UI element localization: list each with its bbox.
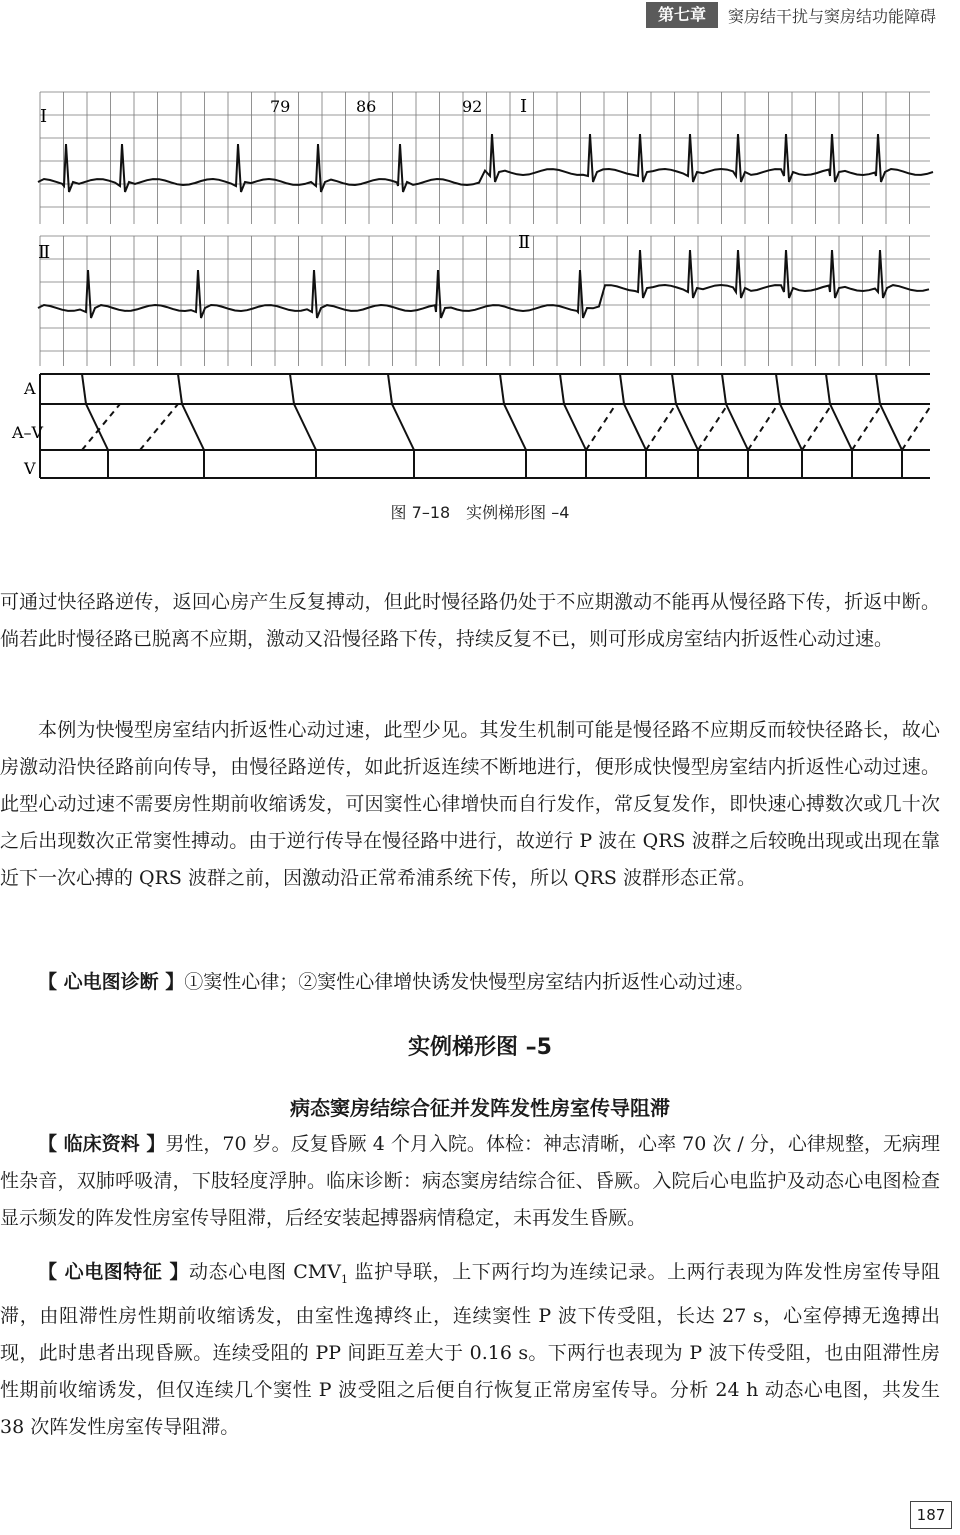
paragraph: 可通过快径路逆传，返回心房产生反复搏动，但此时慢径路仍处于不应期激动不能再从慢径路下传，折返中断。倘若此时慢径路已脱离不应期，激动又沿慢径路下传，持续反复不已，则可形成房室结内折返性心动过速。 [0, 591, 940, 650]
paragraph [0, 1254, 940, 1446]
section-title: 实例梯形图 –5 [408, 1035, 552, 1060]
subscript: 1 [340, 1272, 348, 1286]
section-label: 【 心电图诊断 】 [38, 971, 185, 993]
chapter-title: 窦房结干扰与窦房结功能障碍 [727, 6, 936, 26]
diagnosis-text: ①窦性心律；②窦性心律增快诱发快慢型房室结内折返性心动过速。 [184, 971, 755, 993]
figure-caption: 图 7–18 实例梯形图 –4 [390, 503, 570, 522]
ecg-grid-lead-1 [40, 92, 930, 224]
ladder-diagram [11, 374, 932, 478]
ecg-trace-lead-1 [38, 134, 933, 192]
lead-label: Ⅰ [40, 106, 48, 127]
lead-label: Ⅱ [518, 232, 531, 253]
lead-label: Ⅰ [520, 96, 528, 117]
ecg-trace-lead-2 [38, 250, 929, 318]
paragraph: 本例为快慢型房室结内折返性心动过速，此型少见。其发生机制可能是慢径路不应期反而较快径路长，故心房激动沿快径路前向传导，由慢径路逆传，如此折返连续不断地进行，便形成快慢型房室结内折返性心动过速。此型心动过速不需要房性期前收缩诱发，可因窦性心律增快而自行发作，常反复发作，即快速心搏数次或几十次之后出现数次正常窦性搏动。由于逆行传导在慢径路中进行，故逆行 P 波在 QRS 波群之后较晚出现或出现在靠近下一次心搏的 QRS 波群之前，因激动沿正常希浦系统下传，所以 QRS 波群形态正常。 [0, 719, 940, 889]
ladder-label-a: A [24, 379, 36, 398]
section-label: 【 临床资料 】 [38, 1133, 166, 1155]
paragraph [0, 1126, 940, 1237]
section-subtitle: 病态窦房结综合征并发阵发性房室传导阻滞 [290, 1096, 670, 1120]
ecg-features-text: 动态心电图 CMV [189, 1261, 341, 1283]
ecg-ladder-figure [0, 86, 960, 486]
rate-label: 86 [356, 97, 377, 116]
paragraph [0, 964, 940, 1001]
section-label: 【 心电图特征 】 [38, 1261, 190, 1283]
rate-label: 92 [462, 97, 483, 116]
running-header [646, 0, 960, 30]
chapter-label: 第七章 [646, 2, 718, 28]
page-number: 187 [910, 1501, 952, 1529]
ladder-label-av: A–V [12, 423, 44, 442]
ecg-grid-lead-2 [40, 236, 930, 366]
ladder-label-v: V [24, 459, 36, 478]
ecg-features-text: 监护导联，上下两行均为连续记录。上两行表现为阵发性房室传导阻滞，由阻滞性房性期前收缩诱发，由室性逸搏终止，连续窦性 P 波下传受阻，长达 27 s，心室停搏无逸搏出现，此时患者出现昏厥。连续受阻的 PP 间距互差大于 0.16 s。下两行也表现为 P 波下传受阻，也由阻滞性房性期前收缩诱发，但仅连续几个窦性 P 波受阻之后便自行恢复正常房室传导。分析 24 h 动态心电图，共发生 38 次阵发性房室传导阻滞。 [0, 1261, 940, 1438]
rate-label: 79 [270, 97, 291, 116]
clinical-text: 男性，70 岁。反复昏厥 4 个月入院。体检：神志清晰，心率 70 次 / 分，心律规整，无病理性杂音，双肺呼吸清，下肢轻度浮肿。临床诊断：病态窦房结综合征、昏厥。入院后心电监护及动态心电图检查显示频发的阵发性房室传导阻滞，后经安装起搏器病情稳定，未再发生昏厥。 [0, 1133, 941, 1229]
lead-label: Ⅱ [38, 242, 51, 263]
